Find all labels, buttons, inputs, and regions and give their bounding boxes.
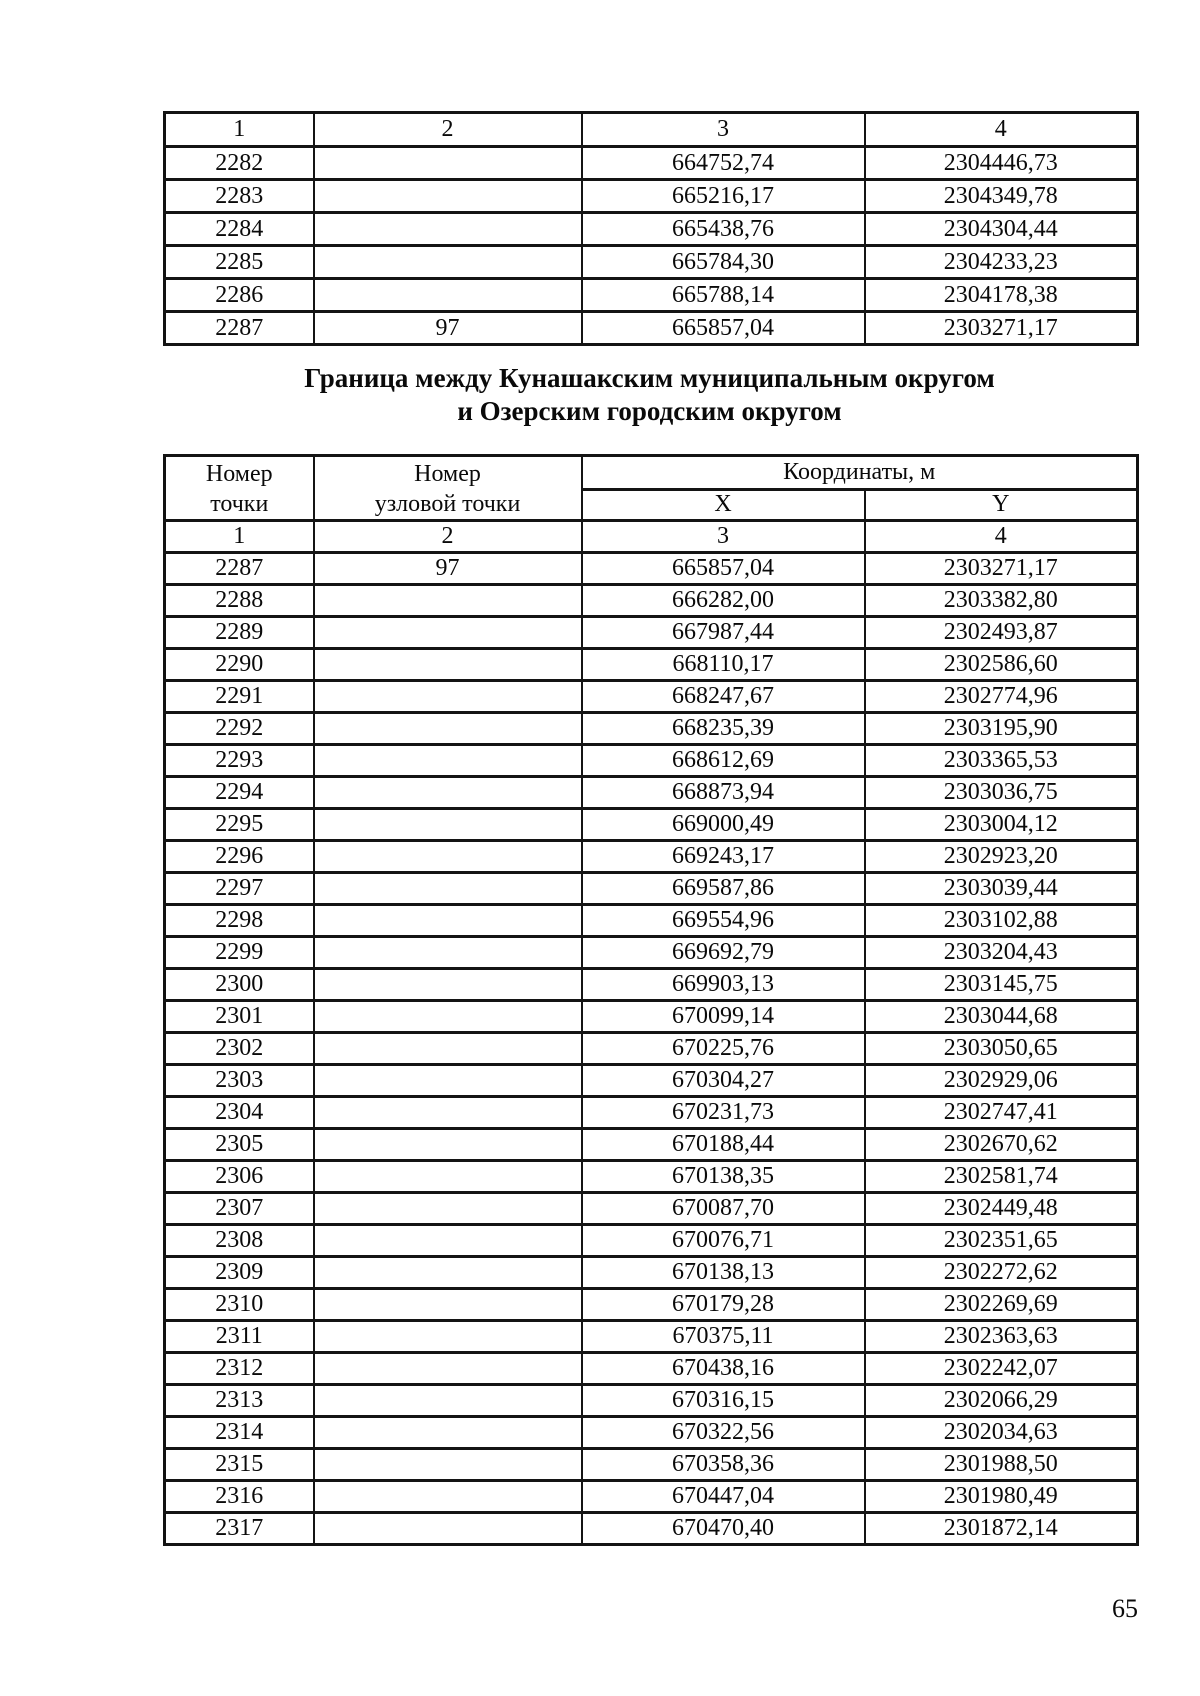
- y-coordinate-cell: 2302581,74: [865, 1161, 1138, 1193]
- section-heading-line1: Граница между Кунашакским муниципальным округом: [304, 363, 995, 393]
- y-coordinate-cell: 2302774,96: [865, 681, 1138, 713]
- table-row: [165, 553, 1138, 585]
- point-number-cell: 2296: [165, 841, 314, 873]
- point-number-cell: 2306: [165, 1161, 314, 1193]
- y-coordinate-cell: 2303102,88: [865, 905, 1138, 937]
- table-row: [165, 649, 1138, 681]
- point-number-cell: 2309: [165, 1257, 314, 1289]
- table-row: [165, 213, 1138, 246]
- x-coordinate-cell: 665857,04: [582, 553, 865, 585]
- y-coordinate-cell: 2302449,48: [865, 1193, 1138, 1225]
- node-number-cell: [314, 617, 582, 649]
- x-coordinate-cell: 670316,15: [582, 1385, 865, 1417]
- header-row-main: [165, 456, 1138, 490]
- column-number-1: 1: [165, 521, 314, 553]
- table-row: [165, 1161, 1138, 1193]
- y-coordinate-cell: 2304233,23: [865, 246, 1138, 279]
- y-coordinate-cell: 2303039,44: [865, 873, 1138, 905]
- header-node-number-line2: узловой точки: [374, 491, 521, 517]
- table-row: [165, 246, 1138, 279]
- header-point-number: [165, 456, 314, 521]
- node-number-cell: [314, 279, 582, 312]
- point-number-cell: 2284: [165, 213, 314, 246]
- point-number-cell: 2315: [165, 1449, 314, 1481]
- x-coordinate-cell: 670225,76: [582, 1033, 865, 1065]
- y-coordinate-cell: 2304178,38: [865, 279, 1138, 312]
- x-coordinate-cell: 665438,76: [582, 213, 865, 246]
- x-coordinate-cell: 670076,71: [582, 1225, 865, 1257]
- node-number-cell: [314, 180, 582, 213]
- point-number-cell: 2317: [165, 1513, 314, 1545]
- node-number-cell: [314, 1065, 582, 1097]
- point-number-cell: 2295: [165, 809, 314, 841]
- x-coordinate-cell: 669692,79: [582, 937, 865, 969]
- table-row: [165, 1257, 1138, 1289]
- node-number-cell: [314, 1161, 582, 1193]
- y-coordinate-cell: 2304446,73: [865, 147, 1138, 180]
- x-coordinate-cell: 670099,14: [582, 1001, 865, 1033]
- table-row: [165, 1001, 1138, 1033]
- node-number-cell: [314, 905, 582, 937]
- x-coordinate-cell: 665788,14: [582, 279, 865, 312]
- node-number-cell: [314, 213, 582, 246]
- node-number-cell: [314, 1513, 582, 1545]
- header-x: X: [582, 489, 865, 520]
- y-coordinate-cell: 2303050,65: [865, 1033, 1138, 1065]
- header-point-number-line1: Номер: [205, 461, 273, 487]
- point-number-cell: 2287: [165, 312, 314, 345]
- y-coordinate-cell: 2303382,80: [865, 585, 1138, 617]
- y-coordinate-cell: 2301980,49: [865, 1481, 1138, 1513]
- table-row: [165, 681, 1138, 713]
- node-number-cell: [314, 1193, 582, 1225]
- x-coordinate-cell: 665216,17: [582, 180, 865, 213]
- page-number: 65: [1112, 1594, 1138, 1623]
- node-number-cell: [314, 809, 582, 841]
- column-number-row: [165, 521, 1138, 553]
- table-row: [165, 1449, 1138, 1481]
- point-number-cell: 2286: [165, 279, 314, 312]
- point-number-cell: 2288: [165, 585, 314, 617]
- point-number-cell: 2297: [165, 873, 314, 905]
- y-coordinate-cell: 2302269,69: [865, 1289, 1138, 1321]
- table-row: [165, 1417, 1138, 1449]
- point-number-cell: 2283: [165, 180, 314, 213]
- y-coordinate-cell: 2301872,14: [865, 1513, 1138, 1545]
- node-number-cell: [314, 1033, 582, 1065]
- point-number-cell: 2299: [165, 937, 314, 969]
- table-row: [165, 1065, 1138, 1097]
- x-coordinate-cell: 670358,36: [582, 1449, 865, 1481]
- x-coordinate-cell: 670188,44: [582, 1129, 865, 1161]
- x-coordinate-cell: 668247,67: [582, 681, 865, 713]
- table-row: [165, 1481, 1138, 1513]
- table-row: [165, 713, 1138, 745]
- node-number-cell: [314, 246, 582, 279]
- point-number-cell: 2293: [165, 745, 314, 777]
- table-row: [165, 147, 1138, 180]
- point-number-cell: 2302: [165, 1033, 314, 1065]
- x-coordinate-cell: 666282,00: [582, 585, 865, 617]
- point-number-cell: 2303: [165, 1065, 314, 1097]
- node-number-cell: 97: [314, 553, 582, 585]
- table-row: [165, 777, 1138, 809]
- y-coordinate-cell: 2303365,53: [865, 745, 1138, 777]
- node-number-cell: [314, 681, 582, 713]
- boundary-coordinate-table: [163, 454, 1139, 1546]
- node-number-cell: [314, 1257, 582, 1289]
- table-row: [165, 1513, 1138, 1545]
- x-coordinate-cell: 668873,94: [582, 777, 865, 809]
- y-coordinate-cell: 2302747,41: [865, 1097, 1138, 1129]
- table-row: [165, 1321, 1138, 1353]
- y-coordinate-cell: 2302670,62: [865, 1129, 1138, 1161]
- point-number-cell: 2307: [165, 1193, 314, 1225]
- x-coordinate-cell: 670231,73: [582, 1097, 865, 1129]
- y-coordinate-cell: 2302586,60: [865, 649, 1138, 681]
- node-number-cell: [314, 745, 582, 777]
- table-row: [165, 1097, 1138, 1129]
- x-coordinate-cell: 670375,11: [582, 1321, 865, 1353]
- x-coordinate-cell: 668235,39: [582, 713, 865, 745]
- node-number-cell: [314, 1449, 582, 1481]
- table-row: [165, 1385, 1138, 1417]
- node-number-cell: [314, 1129, 582, 1161]
- column-number-3: 3: [582, 521, 865, 553]
- column-number-3: 3: [582, 113, 865, 147]
- x-coordinate-cell: 670179,28: [582, 1289, 865, 1321]
- point-number-cell: 2310: [165, 1289, 314, 1321]
- y-coordinate-cell: 2304304,44: [865, 213, 1138, 246]
- y-coordinate-cell: 2302363,63: [865, 1321, 1138, 1353]
- table-row: [165, 1129, 1138, 1161]
- table-row: [165, 1033, 1138, 1065]
- y-coordinate-cell: 2303044,68: [865, 1001, 1138, 1033]
- point-number-cell: 2298: [165, 905, 314, 937]
- y-coordinate-cell: 2302034,63: [865, 1417, 1138, 1449]
- section-heading: [163, 362, 1136, 428]
- node-number-cell: [314, 873, 582, 905]
- y-coordinate-cell: 2301988,50: [865, 1449, 1138, 1481]
- table-row: [165, 312, 1138, 345]
- node-number-cell: [314, 841, 582, 873]
- x-coordinate-cell: 670138,13: [582, 1257, 865, 1289]
- point-number-cell: 2285: [165, 246, 314, 279]
- x-coordinate-cell: 670447,04: [582, 1481, 865, 1513]
- y-coordinate-cell: 2302272,62: [865, 1257, 1138, 1289]
- node-number-cell: [314, 1225, 582, 1257]
- point-number-cell: 2305: [165, 1129, 314, 1161]
- header-point-number-line2: точки: [210, 491, 269, 517]
- y-coordinate-cell: 2303271,17: [865, 553, 1138, 585]
- node-number-cell: 97: [314, 312, 582, 345]
- point-number-cell: 2294: [165, 777, 314, 809]
- y-coordinate-cell: 2302351,65: [865, 1225, 1138, 1257]
- x-coordinate-cell: 669554,96: [582, 905, 865, 937]
- column-number-2: 2: [314, 521, 582, 553]
- table-row: [165, 905, 1138, 937]
- y-coordinate-cell: 2302242,07: [865, 1353, 1138, 1385]
- node-number-cell: [314, 1481, 582, 1513]
- table-row: [165, 279, 1138, 312]
- node-number-cell: [314, 713, 582, 745]
- node-number-cell: [314, 777, 582, 809]
- x-coordinate-cell: 669587,86: [582, 873, 865, 905]
- column-number-row: [165, 113, 1138, 147]
- x-coordinate-cell: 665857,04: [582, 312, 865, 345]
- node-number-cell: [314, 1289, 582, 1321]
- y-coordinate-cell: 2302929,06: [865, 1065, 1138, 1097]
- point-number-cell: 2311: [165, 1321, 314, 1353]
- section-heading-line2: и Озерским городским округом: [457, 396, 842, 426]
- table-row: [165, 1225, 1138, 1257]
- x-coordinate-cell: 670438,16: [582, 1353, 865, 1385]
- point-number-cell: 2313: [165, 1385, 314, 1417]
- column-number-2: 2: [314, 113, 582, 147]
- y-coordinate-cell: 2302493,87: [865, 617, 1138, 649]
- x-coordinate-cell: 667987,44: [582, 617, 865, 649]
- point-number-cell: 2290: [165, 649, 314, 681]
- x-coordinate-cell: 668110,17: [582, 649, 865, 681]
- table-row: [165, 617, 1138, 649]
- column-number-1: 1: [165, 113, 314, 147]
- point-number-cell: 2304: [165, 1097, 314, 1129]
- x-coordinate-cell: 664752,74: [582, 147, 865, 180]
- header-node-number-line1: Номер: [414, 461, 481, 487]
- x-coordinate-cell: 669903,13: [582, 969, 865, 1001]
- point-number-cell: 2301: [165, 1001, 314, 1033]
- point-number-cell: 2291: [165, 681, 314, 713]
- header-coordinates: Координаты, м: [582, 456, 1138, 490]
- point-number-cell: 2292: [165, 713, 314, 745]
- y-coordinate-cell: 2303204,43: [865, 937, 1138, 969]
- header-node-number: [314, 456, 582, 521]
- point-number-cell: 2287: [165, 553, 314, 585]
- table-row: [165, 841, 1138, 873]
- table-row: [165, 745, 1138, 777]
- column-number-4: 4: [865, 113, 1138, 147]
- x-coordinate-cell: 668612,69: [582, 745, 865, 777]
- table-row: [165, 585, 1138, 617]
- point-number-cell: 2312: [165, 1353, 314, 1385]
- header-y: Y: [865, 489, 1138, 520]
- node-number-cell: [314, 1353, 582, 1385]
- table-row: [165, 1353, 1138, 1385]
- table-row: [165, 969, 1138, 1001]
- node-number-cell: [314, 1321, 582, 1353]
- point-number-cell: 2316: [165, 1481, 314, 1513]
- y-coordinate-cell: 2303271,17: [865, 312, 1138, 345]
- node-number-cell: [314, 1417, 582, 1449]
- x-coordinate-cell: 670138,35: [582, 1161, 865, 1193]
- table-row: [165, 809, 1138, 841]
- x-coordinate-cell: 670304,27: [582, 1065, 865, 1097]
- x-coordinate-cell: 669243,17: [582, 841, 865, 873]
- point-number-cell: 2308: [165, 1225, 314, 1257]
- table-row: [165, 1289, 1138, 1321]
- x-coordinate-cell: 670322,56: [582, 1417, 865, 1449]
- continuation-coordinate-table: [163, 111, 1139, 346]
- table-row: [165, 937, 1138, 969]
- point-number-cell: 2289: [165, 617, 314, 649]
- table-row: [165, 180, 1138, 213]
- node-number-cell: [314, 1097, 582, 1129]
- node-number-cell: [314, 937, 582, 969]
- y-coordinate-cell: 2302066,29: [865, 1385, 1138, 1417]
- point-number-cell: 2314: [165, 1417, 314, 1449]
- x-coordinate-cell: 670087,70: [582, 1193, 865, 1225]
- node-number-cell: [314, 1001, 582, 1033]
- y-coordinate-cell: 2303004,12: [865, 809, 1138, 841]
- x-coordinate-cell: 670470,40: [582, 1513, 865, 1545]
- y-coordinate-cell: 2302923,20: [865, 841, 1138, 873]
- y-coordinate-cell: 2304349,78: [865, 180, 1138, 213]
- point-number-cell: 2300: [165, 969, 314, 1001]
- x-coordinate-cell: 665784,30: [582, 246, 865, 279]
- x-coordinate-cell: 669000,49: [582, 809, 865, 841]
- y-coordinate-cell: 2303145,75: [865, 969, 1138, 1001]
- point-number-cell: 2282: [165, 147, 314, 180]
- node-number-cell: [314, 1385, 582, 1417]
- table-row: [165, 873, 1138, 905]
- node-number-cell: [314, 969, 582, 1001]
- table-row: [165, 1193, 1138, 1225]
- column-number-4: 4: [865, 521, 1138, 553]
- y-coordinate-cell: 2303195,90: [865, 713, 1138, 745]
- node-number-cell: [314, 147, 582, 180]
- y-coordinate-cell: 2303036,75: [865, 777, 1138, 809]
- node-number-cell: [314, 585, 582, 617]
- node-number-cell: [314, 649, 582, 681]
